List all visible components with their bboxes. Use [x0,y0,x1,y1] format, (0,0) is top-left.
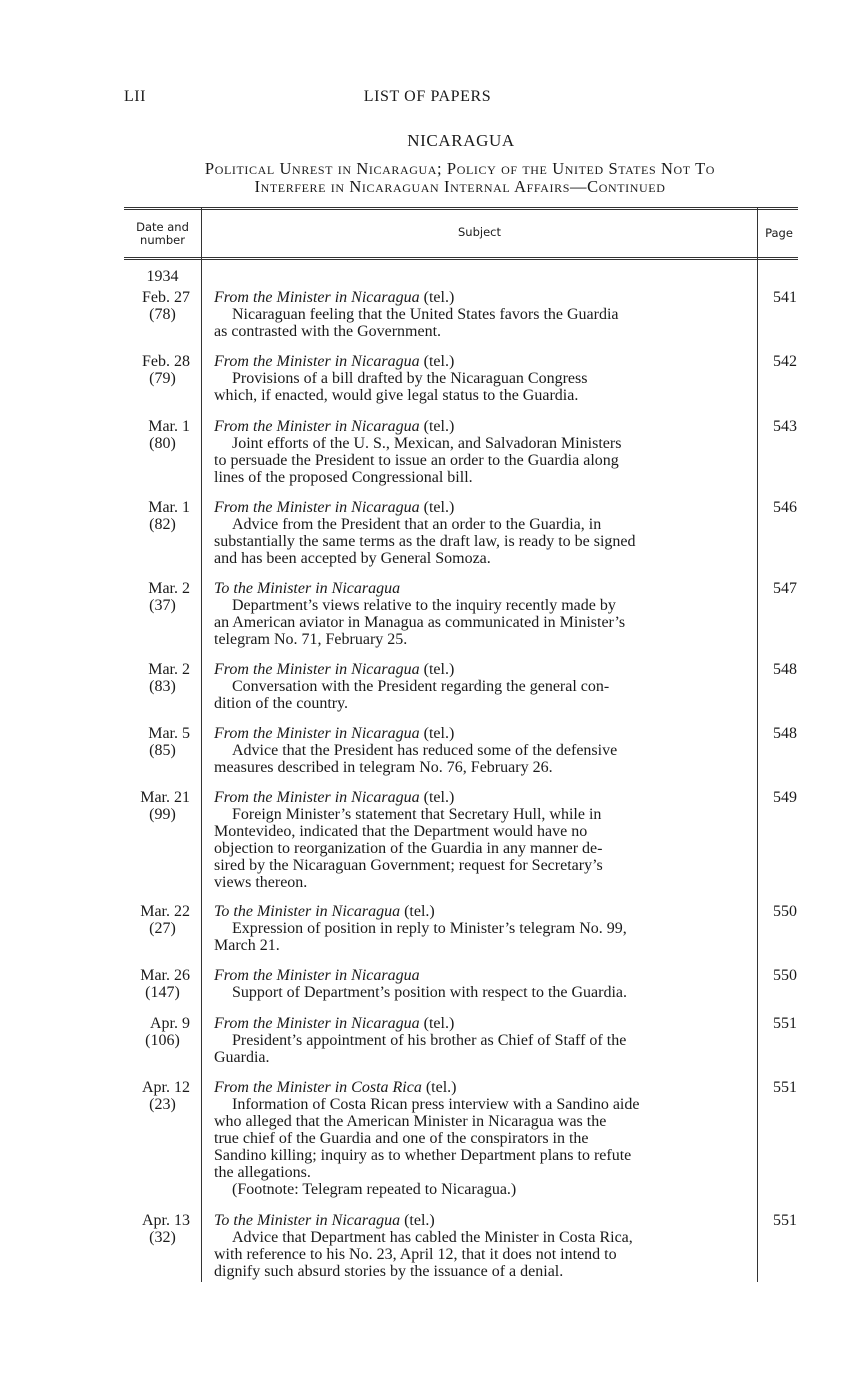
entry-page: 551 [773,1079,797,1096]
entry-body-line: March 21. [214,937,280,954]
entry-heading-text: To the Minister in Nicaragua [214,903,401,920]
entry-heading [214,353,746,370]
entry-subject [214,353,746,404]
entry-subject [214,661,746,712]
entry-body-line: as contrasted with the Government. [214,323,442,340]
entry-number: (78) [149,306,176,323]
entry-body-line: Provisions of a bill drafted by the Nicaraguan Congress [232,370,588,387]
entry-telegram-marker: (tel.) [423,1015,455,1032]
entry-subject [214,903,746,954]
entry-body-line: to persuade the President to issue an order to the Guardia along [214,452,619,469]
entry-subject [214,418,746,486]
entry-body-line: who alleged that the American Minister in Nicaragua was the [214,1113,607,1130]
table-header-rule-inner [124,259,798,260]
entry-body-line: Montevideo, indicated that the Department would have no [214,823,588,840]
entry-body-line: which, if enacted, would give legal status to the Guardia. [214,387,579,404]
entry-subject [214,1079,746,1198]
entry-body-line: Advice that the President has reduced some of the defensive [232,742,618,759]
entry-body-line: with reference to his No. 23, April 12, that it does not intend to [214,1246,617,1263]
column-header-date-line-2: number [140,233,185,247]
entry-subject [214,789,746,891]
entry-body-line: Nicaraguan feeling that the United States favors the Guardia [232,306,619,323]
entry-page: 548 [773,661,797,678]
entry-body-line: the allegations. [214,1164,311,1181]
entry-date: Apr. 9 [150,1015,190,1032]
section-title-line-2: Interfere in Nicaraguan Internal Affairs—Continued [254,177,666,196]
entry-telegram-marker: (tel.) [423,661,455,678]
entry-telegram-marker: (tel.) [423,289,455,306]
entry-date: Mar. 21 [140,789,190,806]
entry-page: 551 [773,1212,797,1229]
entry-page: 547 [773,580,797,597]
entry-number: (106) [145,1032,180,1049]
entry-page: 546 [773,499,797,516]
entry-telegram-marker: (tel.) [425,1079,457,1096]
entry-number: (82) [149,516,176,533]
entry-date: Mar. 5 [148,725,190,742]
entry-number: (23) [149,1096,176,1113]
entry-heading-text: From the Minister in Nicaragua [214,725,420,742]
entry-heading-text: From the Minister in Nicaragua [214,353,420,370]
entry-body-line: Advice that Department has cabled the Minister in Costa Rica, [232,1229,633,1246]
entry-page: 548 [773,725,797,742]
entry-page: 550 [773,967,797,984]
entry-heading-text: To the Minister in Nicaragua [214,1212,401,1229]
entry-body-line: substantially the same terms as the draft law, is ready to be signed [214,533,636,550]
entry-body-line: Support of Department’s position with respect to the Guardia. [232,984,628,1001]
entry-subject [214,289,746,340]
entry-subject [214,1015,746,1066]
entry-number: (85) [149,742,176,759]
country-heading: NICARAGUA [407,131,515,150]
entry-footnote: (Footnote: Telegram repeated to Nicaragua.) [232,1181,517,1198]
entry-heading-text: From the Minister in Nicaragua [214,499,420,516]
entry-date: Apr. 13 [142,1212,190,1229]
entry-body-line: dignify such absurd stories by the issuance of a denial. [214,1263,564,1280]
entry-date: Mar. 26 [140,967,190,984]
entry-body-line: Information of Costa Rican press interview with a Sandino aide [232,1096,640,1113]
entry-date: Apr. 12 [142,1079,190,1096]
column-divider-date [201,208,202,1282]
entry-subject [214,725,746,776]
running-title: LIST OF PAPERS [363,88,492,105]
entry-subject [214,967,746,1001]
entry-date: Feb. 28 [142,353,190,370]
entry-body-line: telegram No. 71, February 25. [214,631,408,648]
entry-body-line: true chief of the Guardia and one of the conspirators in the [214,1130,589,1147]
entry-page: 543 [773,418,797,435]
entry-body-line: Joint efforts of the U. S., Mexican, and Salvadoran Ministers [232,435,622,452]
entry-heading [214,580,746,597]
entry-body-line: objection to reorganization of the Guardia in any manner de- [214,840,603,857]
table-header-rule [124,257,798,258]
entry-date: Feb. 27 [142,289,190,306]
entry-telegram-marker: (tel.) [404,1212,435,1229]
entry-body-line: views thereon. [214,874,308,891]
entry-heading [214,499,746,516]
entry-telegram-marker: (tel.) [423,725,455,742]
entry-heading [214,1212,746,1229]
entry-heading [214,1079,746,1096]
entry-heading [214,661,746,678]
entry-heading [214,418,746,435]
year-label: 1934 [146,268,179,285]
entry-heading-text: From the Minister in Nicaragua [214,289,420,306]
entry-date: Mar. 2 [148,661,190,678]
entry-heading-text: From the Minister in Costa Rica [214,1079,422,1096]
entry-body-line: Advice from the President that an order to the Guardia, in [232,516,602,533]
entry-number: (80) [149,435,176,452]
entry-body-line: President’s appointment of his brother as Chief of Staff of the [232,1032,627,1049]
entry-subject [214,580,746,648]
entry-heading [214,725,746,742]
entry-number: (99) [149,806,176,823]
table-top-rule-inner [124,209,798,210]
entry-heading [214,789,746,806]
entry-date: Mar. 1 [148,418,190,435]
entry-body-line: an American aviator in Managua as communicated in Minister’s [214,614,626,631]
entry-page: 551 [773,1015,797,1032]
entry-heading-text: From the Minister in Nicaragua [214,1015,420,1032]
entry-telegram-marker: (tel.) [423,353,455,370]
entry-date: Mar. 22 [140,903,190,920]
entry-heading [214,289,746,306]
entry-heading-text: From the Minister in Nicaragua [214,418,420,435]
entry-page: 541 [773,289,797,306]
column-header-page: Page [765,226,793,240]
entry-body-line: lines of the proposed Congressional bill. [214,469,473,486]
entry-telegram-marker: (tel.) [423,418,455,435]
entry-date: Mar. 1 [148,499,190,516]
entry-number: (32) [149,1229,176,1246]
entry-heading [214,1015,746,1032]
entry-body-line: dition of the country. [214,695,349,712]
entry-page: 549 [773,789,797,806]
entry-date: Mar. 2 [148,580,190,597]
entry-heading-text: From the Minister in Nicaragua [214,967,420,984]
entry-body-line: sired by the Nicaraguan Government; request for Secretary’s [214,857,603,874]
entry-number: (27) [149,920,176,937]
entry-number: (147) [145,984,180,1001]
entry-page: 542 [773,353,797,370]
entry-number: (83) [149,678,176,695]
entry-body-line: Guardia. [214,1049,270,1066]
page-number: LII [124,88,146,105]
entry-telegram-marker: (tel.) [423,789,455,806]
entry-heading-text: From the Minister in Nicaragua [214,661,420,678]
section-title [122,160,798,196]
entry-body-line: Expression of position in reply to Minister’s telegram No. 99, [232,920,627,937]
column-header-subject: Subject [458,225,501,239]
entry-body-line: measures described in telegram No. 76, February 26. [214,759,553,776]
entry-body-line: Foreign Minister’s statement that Secretary Hull, while in [232,806,602,823]
entry-page: 550 [773,903,797,920]
entry-body-line: Department’s views relative to the inquiry recently made by [232,597,616,614]
entry-telegram-marker: (tel.) [423,499,455,516]
column-header-date [124,221,201,247]
entry-heading [214,903,746,920]
entry-heading [214,967,746,984]
entry-subject [214,499,746,567]
entry-body-line: and has been accepted by General Somoza. [214,550,491,567]
entry-heading-text: From the Minister in Nicaragua [214,789,420,806]
entry-body-line: Conversation with the President regarding the general con- [232,678,610,695]
column-header-date-line-1: Date and [136,220,189,234]
entry-number: (37) [149,597,176,614]
table-top-rule [124,207,798,208]
entry-telegram-marker: (tel.) [404,903,435,920]
entry-number: (79) [149,370,176,387]
section-title-line-1: Political Unrest in Nicaragua; Policy of the United States Not To [204,159,716,178]
entry-subject [214,1212,746,1280]
entry-heading-text: To the Minister in Nicaragua [214,580,401,597]
entry-body-line: Sandino killing; inquiry as to whether Department plans to refute [214,1147,632,1164]
